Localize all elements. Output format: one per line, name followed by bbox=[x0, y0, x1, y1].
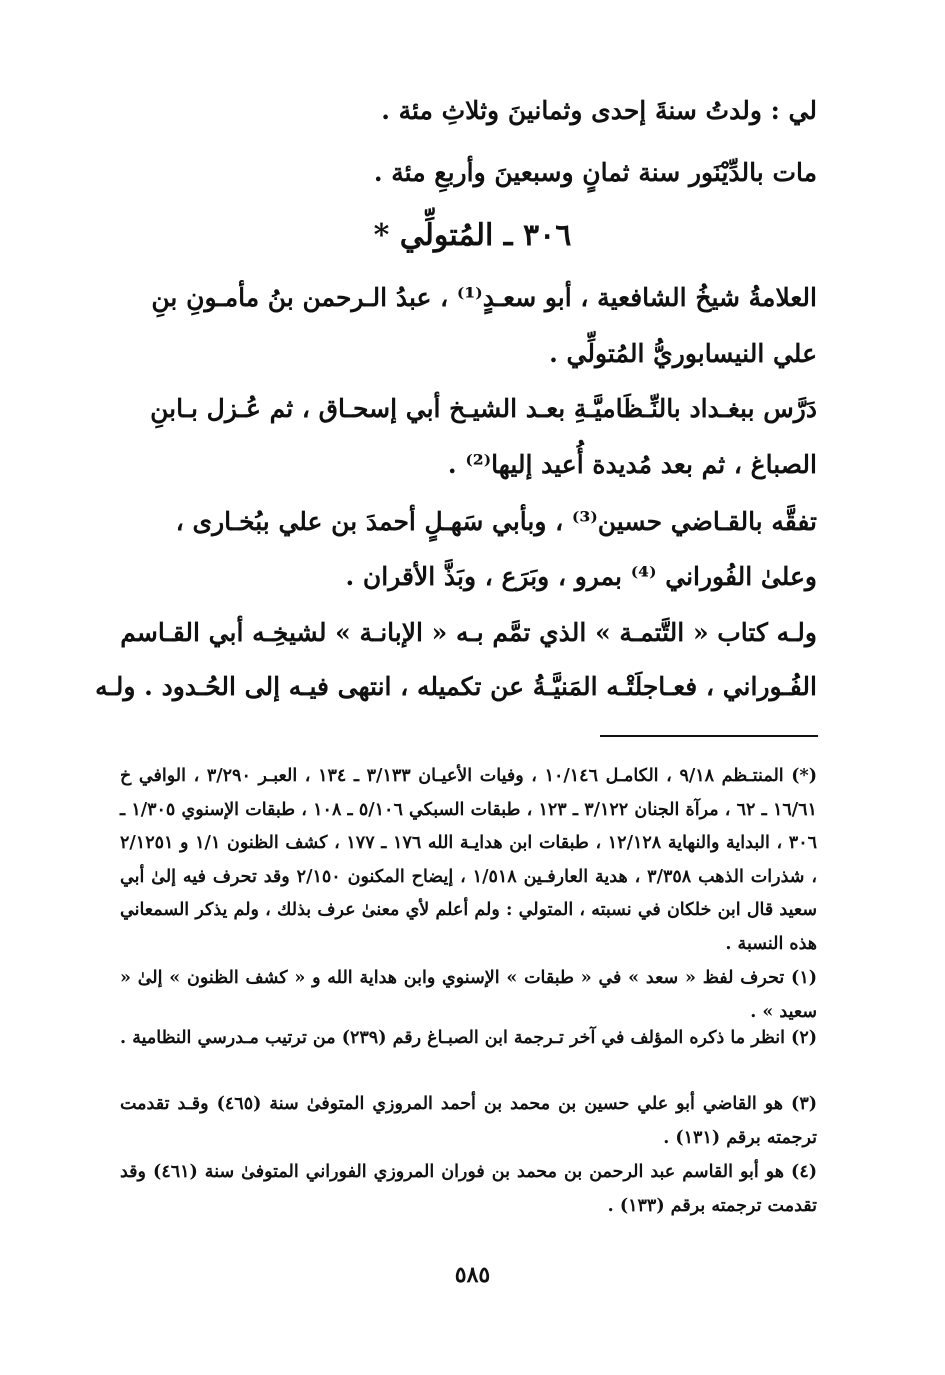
paragraph-1-line-2: علي النيسابوريُّ المُتولِّي . bbox=[549, 339, 817, 368]
footnote-sources: (*) المنتـظم ٩/١٨ ، الكامـل ١٠/١٤٦ ، وفيات الأعيـان ٣/١٣٣ ـ ١٣٤ ، العبـر ٣/٢٩٠ ، الوافي خ ١٦/٦١ ـ ٦٢ ، مرآة الجنان ٣/١٢٢ ـ ١٢٣ ، طبقات السبكي ٥/١٠٦ ـ ١٠٨ ، طبقات الإسنوي ١/٣٠٥ ـ ٣٠٦ ، البداية والنهاية ١٢/١٢٨ ، طبقات ابن هدايـة الله ١٧٦ ـ ١٧٧ ، كشف الظنون ١/١ و ٢/١٢٥١ ، شذرات الذهب ٣/٣٥٨ ، هدية العارفـين ١/٥١٨ ، إيضاح المكنون ٢/١٥٠ وقد تحرف فيه إلىٰ أبي سعيد قال ابن خلكان في نسبته ، المتولي : ولم أعلم لأي معنىٰ عرف بذلك ، ولم يذكر السمعاني هذه النسبة . bbox=[120, 766, 817, 954]
paragraph-3-line-2: وعلىٰ الفُوراني ⁽⁴⁾ بمرو ، وبَرَع ، وبَذَّ الأقران . bbox=[345, 562, 817, 591]
footnote-4: (٤) هو أبو القاسم عبد الرحمن بن محمد بن فوران المروزي الفوراني المتوفىٰ سنة (٤٦١) وقد تقدمت ترجمته برقم (١٣٣) . bbox=[120, 1162, 818, 1216]
paragraph-4-line-1: ولـه كتاب « التَّتمـة » الذي تمَّم بـه « الإبانـة » لشيخِـه أبي القـاسم bbox=[120, 618, 817, 647]
paragraph-2-line-1: دَرَّس ببغـداد بالنِّـظَاميَّـةِ بعـد الشيـخ أبي إسحـاق ، ثم عُـزل بـابنِ bbox=[150, 394, 817, 423]
paragraph-3-line-1: تفقَّه بالقـاضي حسين⁽³⁾ ، وبأبي سَهـلٍ أحمدَ بن علي ببُخـارى ، bbox=[175, 507, 817, 536]
footnote-2: (٢) انظر ما ذكره المؤلف في آخر تـرجمة ابن الصبـاغ رقم (٢٣٩) من ترتيب مـدرسي النظامية . bbox=[120, 1028, 817, 1048]
page-number: ٥٨٥ bbox=[454, 1262, 491, 1288]
entry-title: ٣٠٦ ـ المُتولِّي * bbox=[373, 218, 572, 253]
paragraph-4-line-2: الفُـوراني ، فعـاجلَتْـه المَنيَّـةُ عن تكميله ، انتهى فيـه إلى الحُـدود . ولـه bbox=[95, 672, 817, 701]
footnote-1: (١) تحرف لفظ « سعد » في « طبقات » الإسنوي وابن هداية الله و « كشف الظنون » إلىٰ « سعيد » . bbox=[120, 968, 817, 1022]
footnote-separator bbox=[600, 735, 818, 737]
intro-line-1: لي : ولدتُ سنةَ إحدى وثمانينَ وثلاثِ مئة . bbox=[381, 96, 817, 125]
paragraph-1-line-1: العلامةُ شيخُ الشافعية ، أبو سعـدٍ⁽¹⁾ ، عبدُ الـرحمن بنُ مأمـونِ بنِ bbox=[151, 283, 817, 312]
paragraph-2-line-2: الصباغ ، ثم بعد مُديدة أُعيد إليها⁽²⁾ . bbox=[447, 450, 817, 479]
intro-line-2: مات بالدِّيْنَور سنة ثمانٍ وسبعينَ وأربعِ مئة . bbox=[373, 158, 817, 187]
footnote-3: (٣) هو القاضي أبو علي حسين بن محمد بن أحمد المروزي المتوفىٰ سنة (٤٦٥) وقـد تقدمت ترجمته برقم (١٣١) . bbox=[120, 1094, 817, 1148]
